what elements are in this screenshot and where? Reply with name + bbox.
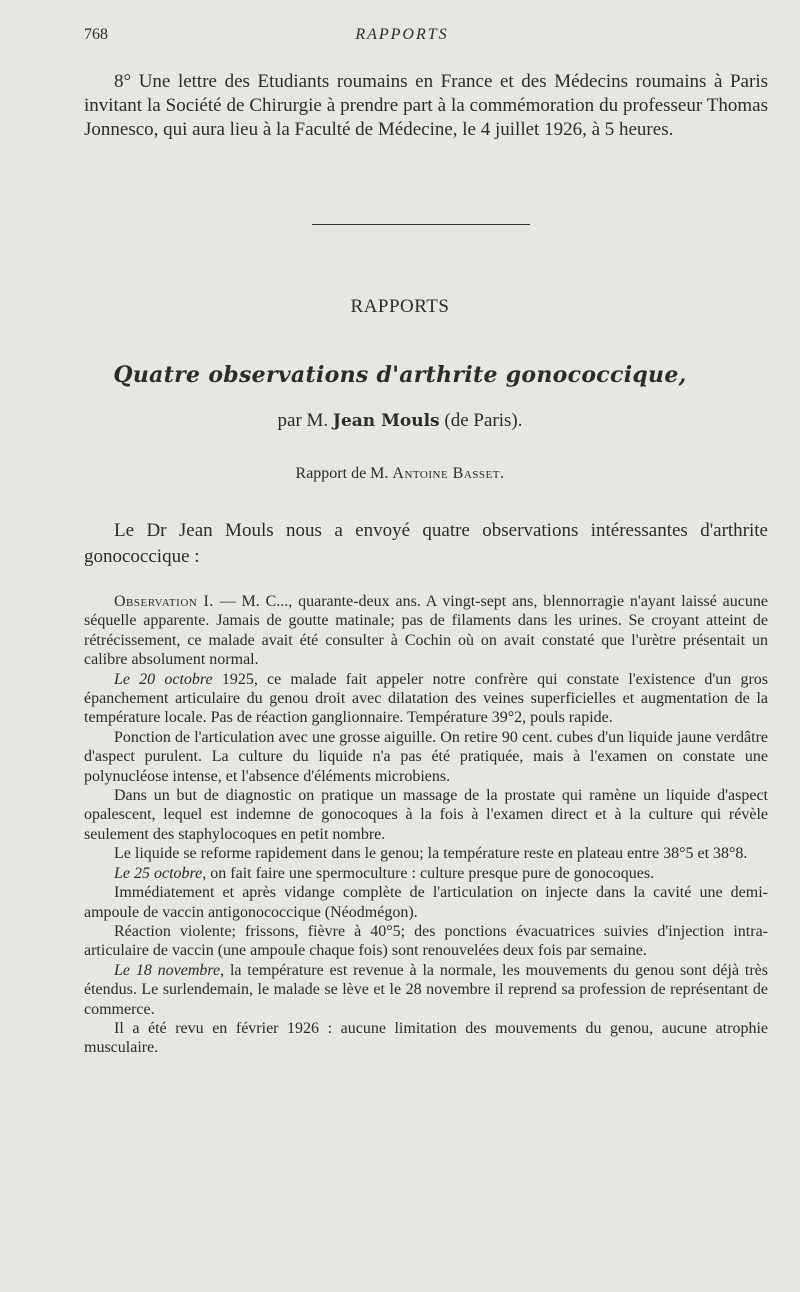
observation-text: 1925, ce malade fait appeler notre confrère qui constate l'existence d'un gros épanchement articulaire du genou droit avec dilatation des veines superficielles et augmentation de la température locale. Pas de réaction ganglionnaire. Température 39°2, pouls rapide. [84, 670, 768, 727]
article-intro-paragraph: Le Dr Jean Mouls nous a envoyé quatre observations intéressantes d'arthrite gonococcique : [84, 520, 768, 567]
page-number: 768 [84, 26, 108, 43]
observation-text: , la température est revenue à la normale, les mouvements du genou sont déjà très étendus. Le surlendemain, le malade se lève et le 28 novembre il reprend sa profession de représentant de commerce. [84, 961, 768, 1018]
report-credit [0, 465, 800, 483]
byline [0, 410, 800, 432]
observation-date: Le 20 octobre [114, 670, 213, 688]
article-title: Quatre observations d'arthrite gonococcique, [113, 362, 687, 388]
intro-paragraph: 8° Une lettre des Etudiants roumains en France et des Médecins roumains à Paris invitant la Société de Chirurgie à prendre part à la commémoration du professeur Thomas Jonnesco, qui aura lieu à la Faculté de Médecine, le 4 juillet 1926, à 5 heures. [84, 71, 768, 140]
observation-paragraph: Dans un but de diagnostic on pratique un massage de la prostate qui ramène un liquide d'aspect opalescent, lequel est indemne de gonocoques à la fois à l'examen direct et à la culture qui révèle seulement des staphylocoques en petit nombre. [84, 787, 768, 843]
observation-date: Le 18 novembre [114, 961, 221, 979]
observation-text: — M. C..., quarante-deux ans. A vingt-sept ans, blennorragie n'ayant laissé aucune séquelle apparente. Jamais de goutte matinale; pas de filaments dans les urines. Se croyant atteint de rétrécissement, ce malade avait été consulter à Cochin où on avait constaté que l'urètre présentait un calibre absolument normal. [84, 593, 768, 669]
report-prefix: Rapport de M. [295, 465, 389, 482]
observation-paragraph [84, 670, 768, 728]
observation-paragraph [84, 864, 768, 883]
byline-suffix: (de Paris). [444, 410, 523, 431]
observation-paragraph [84, 961, 768, 1019]
observation-paragraph: Immédiatement et après vidange complète de l'articulation on injecte dans la cavité une demi-ampoule de vaccin antigonococcique (Néodmégon). [84, 884, 768, 921]
observation-paragraph: Réaction violente; frissons, fièvre à 40°5; des ponctions évacuatrices suivies d'injection intra-articulaire de vaccin (une ampoule chaque fois) sont renouvelées deux fois par semaine. [84, 922, 768, 960]
observation-paragraph [84, 592, 768, 670]
observation-body [84, 592, 768, 1058]
page-header [84, 26, 760, 50]
section-title: RAPPORTS [350, 296, 450, 317]
author-name: Jean Mouls [332, 411, 440, 431]
running-title: RAPPORTS [355, 26, 449, 43]
section-divider [312, 224, 530, 225]
observation-paragraph: Il a été revu en février 1926 : aucune limitation des mouvements du genou, aucune atrophie musculaire. [84, 1019, 768, 1057]
byline-prefix: par M. [277, 410, 329, 431]
observation-text: , on fait faire une spermoculture : culture presque pure de gonocoques. [202, 864, 655, 882]
observation-date: Le 25 octobre [114, 864, 203, 882]
reporter-name: Antoine Basset. [392, 465, 505, 482]
observation-paragraph: Le liquide se reforme rapidement dans le genou; la température reste en plateau entre 38°5 et 38°8. [114, 845, 748, 863]
intro-paragraph-block [84, 70, 768, 142]
observation-paragraph: Ponction de l'articulation avec une grosse aiguille. On retire 90 cent. cubes d'un liquide jaune verdâtre d'aspect purulent. La culture du liquide n'a pas été pratiquée, mais à l'examen on constate une polynucléose intense, et l'absence d'éléments microbiens. [84, 728, 768, 785]
article-intro [84, 518, 768, 570]
observation-label: Observation I. [114, 593, 214, 610]
